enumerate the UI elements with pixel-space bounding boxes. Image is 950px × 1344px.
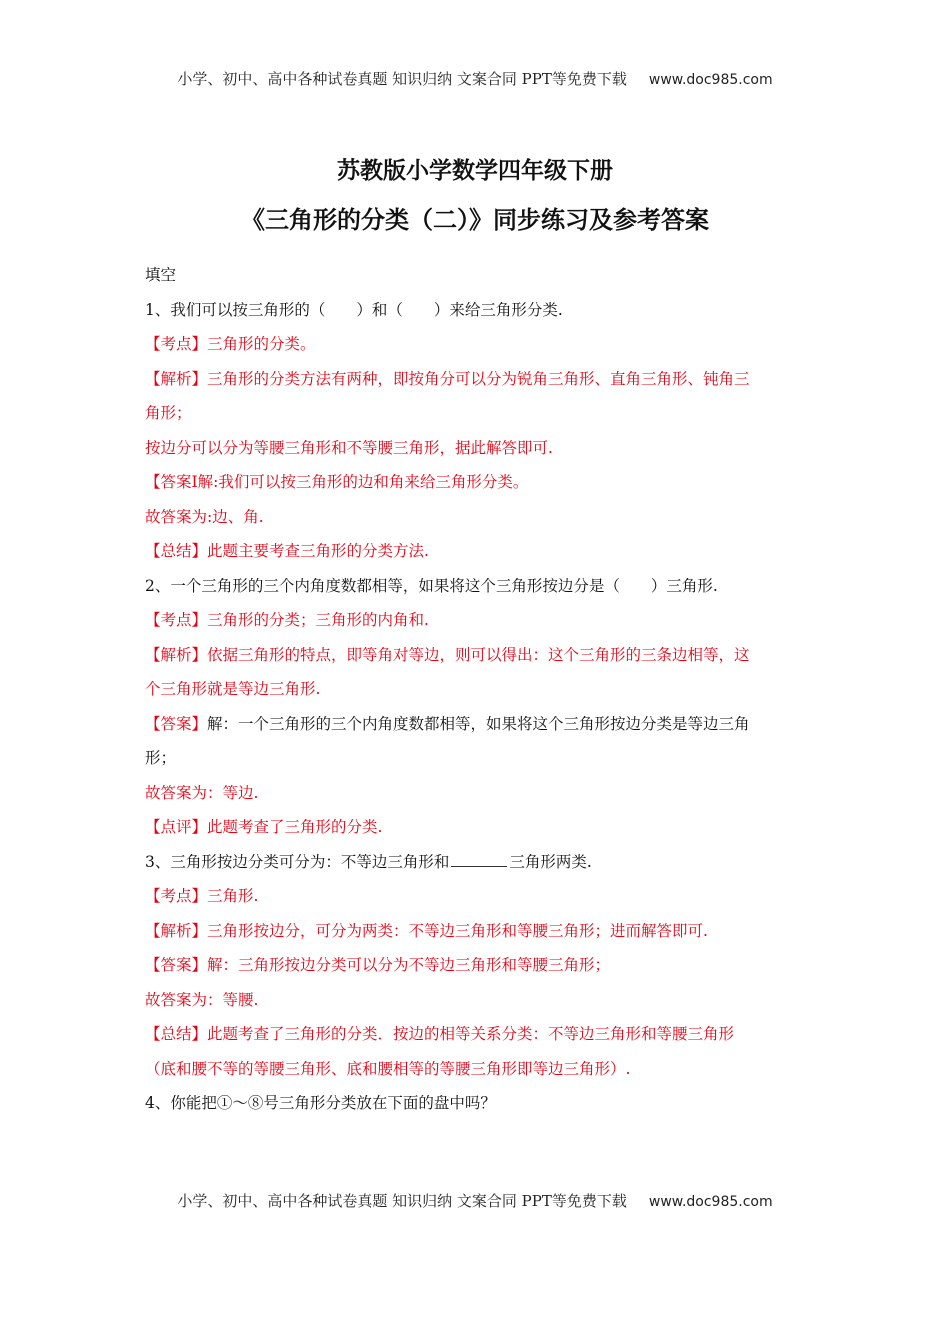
- q2-question: 2、一个三角形的三个内角度数都相等，如果将这个三角形按边分是（ ）三角形.: [145, 576, 718, 595]
- q1-point: 【考点】三角形的分类。: [145, 335, 316, 353]
- section-heading: 填空: [145, 266, 177, 284]
- q1-answer: 【答案Ⅰ解:我们可以按三角形的边和角来给三角形分类。: [145, 473, 529, 491]
- q3-summary-line1: 【总结】此题考查了三角形的分类．按边的相等关系分类：不等边三角形和等腰三角形: [145, 1025, 735, 1043]
- q3-question-end: 三角形两类.: [509, 852, 592, 871]
- q2-answer-line2: 形；: [145, 749, 177, 767]
- q2-analysis-line1: 【解析】依据三角形的特点，即等角对等边，则可以得出：这个三角形的三条边相等，这: [145, 645, 750, 664]
- q2-comment: 【点评】此题考查了三角形的分类.: [145, 818, 383, 836]
- footer-site-link[interactable]: www.doc985.com: [648, 1194, 773, 1210]
- q2-answer-line1: [145, 707, 810, 742]
- q4-question: 4、你能把①～⑧号三角形分类放在下面的盘中吗？: [145, 1094, 496, 1112]
- q2-answer-label: 【答案】: [145, 714, 208, 733]
- q3-summary-line2: （底和腰不等的等腰三角形、底和腰相等的等腰三角形即等边三角形）.: [145, 1059, 631, 1078]
- q2-point: 【考点】三角形的分类；三角形的内角和.: [145, 611, 429, 629]
- q3-answer-label: 【答案】: [145, 956, 208, 974]
- q3-question-start: 3、三角形按边分类可分为：不等边三角形和: [145, 852, 450, 871]
- document-body: [145, 258, 810, 1121]
- q1-analysis-line1: 【解析】三角形的分类方法有两种，即按角分可以分为锐角三角形、直角三角形、钝角三: [145, 369, 750, 388]
- q3-analysis: 【解析】三角形按边分，可分为两类：不等边三角形和等腰三角形；进而解答即可.: [145, 921, 708, 940]
- q3-answer-text: 解：三角形按边分类可以分为不等边三角形和等腰三角形；: [207, 956, 611, 974]
- q3-question: [145, 845, 810, 880]
- q1-question: 1、我们可以按三角形的（ ）和（ ）来给三角形分类.: [145, 300, 563, 319]
- q1-final-answer: 故答案为:边、角.: [145, 507, 264, 526]
- q3-answer-line: [145, 948, 810, 983]
- q2-final-answer: 故答案为：等边.: [145, 783, 259, 802]
- q3-blank: [451, 851, 507, 867]
- q1-analysis-line3: 按边分可以分为等腰三角形和不等腰三角形，据此解答即可.: [145, 438, 553, 457]
- q3-final-answer: 故答案为：等腰.: [145, 990, 259, 1009]
- page-header: [0, 68, 950, 89]
- q2-analysis-line2: 个三角形就是等边三角形.: [145, 680, 321, 698]
- q3-point: 【考点】三角形.: [145, 887, 259, 905]
- header-text: 小学、初中、高中各种试卷真题 知识归纳 文案合同 PPT等免费下载: [177, 70, 627, 88]
- footer-text: 小学、初中、高中各种试卷真题 知识归纳 文案合同 PPT等免费下载: [177, 1192, 627, 1210]
- page-footer: [0, 1190, 950, 1211]
- document-title: 苏教版小学数学四年级下册: [337, 158, 613, 184]
- q2-answer-text: 解：一个三角形的三个内角度数都相等，如果将这个三角形按边分类是等边三角: [207, 714, 750, 733]
- document-subtitle: 《三角形的分类（二）》同步练习及参考答案: [241, 206, 709, 234]
- q1-summary: 【总结】此题主要考查三角形的分类方法.: [145, 542, 429, 560]
- q1-analysis-line2: 角形；: [145, 404, 192, 422]
- header-site-link[interactable]: www.doc985.com: [648, 72, 773, 88]
